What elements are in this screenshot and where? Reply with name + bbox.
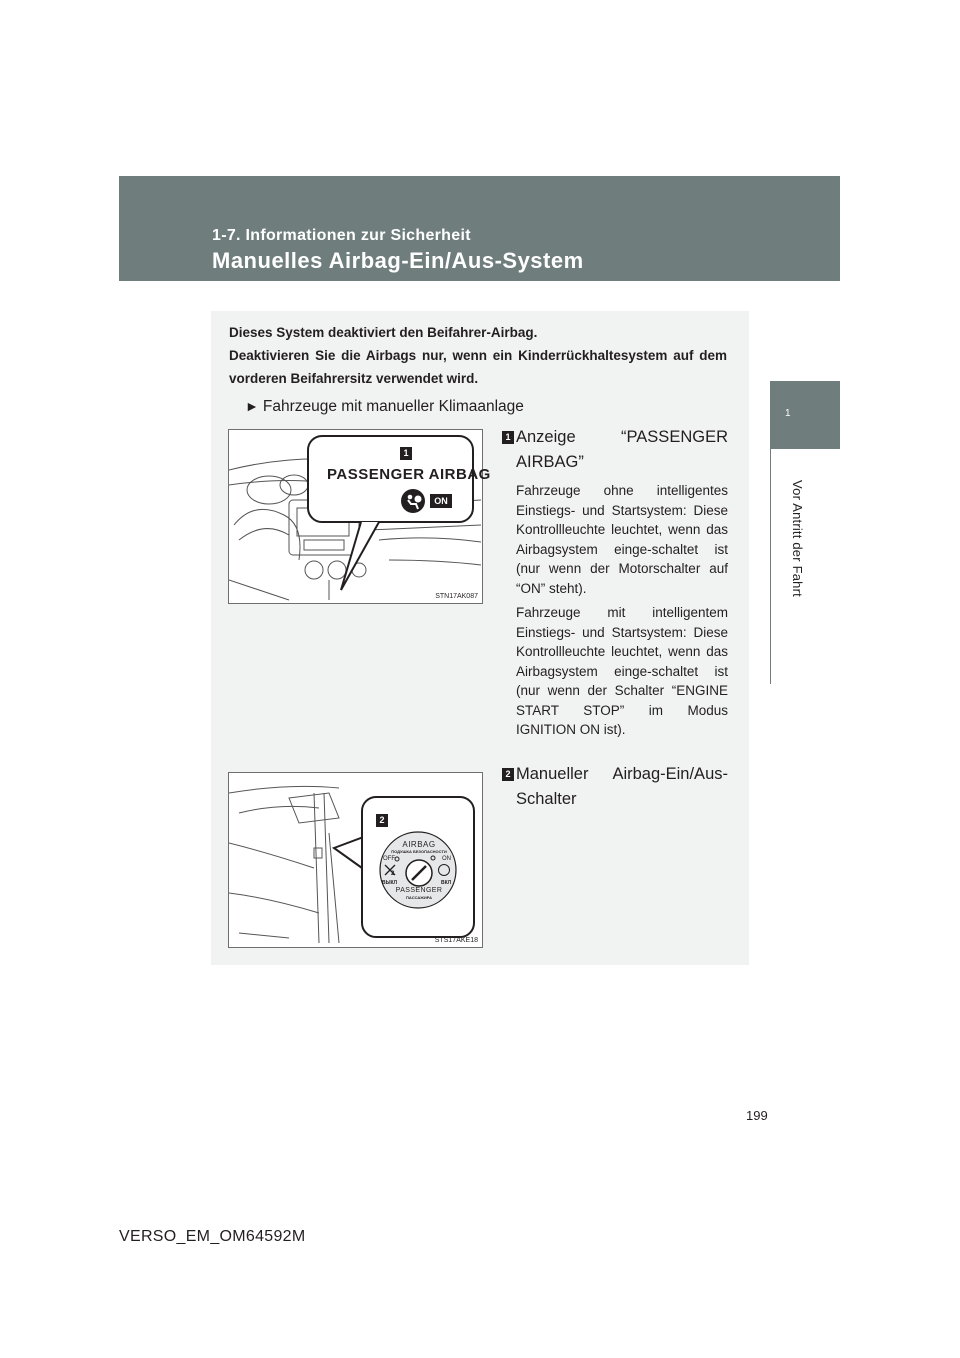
airbag-on-icon bbox=[438, 864, 450, 876]
switch-on-label-ru: ВКЛ bbox=[441, 880, 452, 886]
figure-code: STS17AKE18 bbox=[434, 937, 478, 944]
page-number: 199 bbox=[746, 1108, 768, 1123]
intro-text bbox=[229, 321, 727, 390]
on-badge: ON bbox=[430, 494, 452, 508]
item-number-1: 1 bbox=[502, 431, 514, 444]
switch-label-airbag-ru: ПОДУШКА БЕЗОПАСНОСТИ bbox=[391, 849, 447, 854]
switch-on-label: ON bbox=[442, 856, 451, 862]
dashboard-illustration bbox=[229, 430, 482, 603]
figure-airbag-switch bbox=[228, 772, 483, 948]
page-title: Manuelles Airbag-Ein/Aus-System bbox=[212, 248, 584, 273]
switch-label-passenger: PASSENGER bbox=[395, 887, 443, 894]
figure-code: STN17AK087 bbox=[435, 593, 478, 600]
callout-number-2: 2 bbox=[376, 814, 388, 827]
passenger-airbag-callout-label: PASSENGER AIRBAG bbox=[327, 466, 491, 483]
header-band bbox=[119, 176, 840, 281]
document-code: VERSO_EM_OM64592M bbox=[119, 1228, 306, 1245]
callout-number-1: 1 bbox=[400, 447, 412, 460]
intro-line-1: Dieses System deaktiviert den Beifahrer-Airbag. bbox=[229, 325, 538, 340]
chapter-number: 1 bbox=[785, 408, 791, 419]
triangle-bullet-icon: ► bbox=[245, 398, 259, 414]
subheading bbox=[245, 398, 524, 416]
chapter-title-container bbox=[790, 480, 810, 680]
section-label: 1-7. Informationen zur Sicherheit bbox=[212, 227, 471, 244]
seat-digit: 2 bbox=[391, 871, 395, 877]
switch-off-label-ru: ВЫКЛ bbox=[382, 880, 398, 886]
switch-label-airbag: AIRBAG bbox=[402, 840, 436, 849]
intro-line-2: Deaktivieren Sie die Airbags nur, wenn ein Kinderrückhaltesystem auf dem vorderen Beifahrersitz verwendet wird. bbox=[229, 348, 727, 386]
switch-label-passenger-ru: ПАССАЖИРА bbox=[406, 895, 432, 900]
item-1-title: Anzeige “PASSENGER AIRBAG” bbox=[516, 428, 728, 471]
subheading-text: Fahrzeuge mit manueller Klimaanlage bbox=[262, 398, 524, 415]
item-number-2: 2 bbox=[502, 768, 514, 781]
item-1-paragraph-1: Fahrzeuge ohne intelligentes Einstiegs- und Startsystem: Diese Kontrollleuchte leuchtet, wenn das Airbagsystem einge-schaltet ist (nur wenn der Motorschalter auf “ON” steht). bbox=[516, 483, 728, 596]
airbag-indicator-icon bbox=[401, 489, 425, 513]
chapter-title: Vor Antritt der Fahrt bbox=[790, 480, 805, 597]
figure-passenger-airbag-indicator bbox=[228, 429, 491, 604]
chapter-tab[interactable] bbox=[770, 381, 840, 449]
item-2-title: Manueller Airbag-Ein/Aus-Schalter bbox=[516, 765, 728, 808]
content-box bbox=[211, 311, 749, 965]
item-1-paragraph-2: Fahrzeuge mit intelligentem Einstiegs- und Startsystem: Diese Kontrollleuchte leuchtet, wenn das Airbagsystem einge-schaltet ist (nur wenn der Schalter “ENGINE START STOP” im Modus IGNITION ON ist). bbox=[516, 605, 728, 737]
switch-off-label: OFF bbox=[383, 856, 395, 862]
